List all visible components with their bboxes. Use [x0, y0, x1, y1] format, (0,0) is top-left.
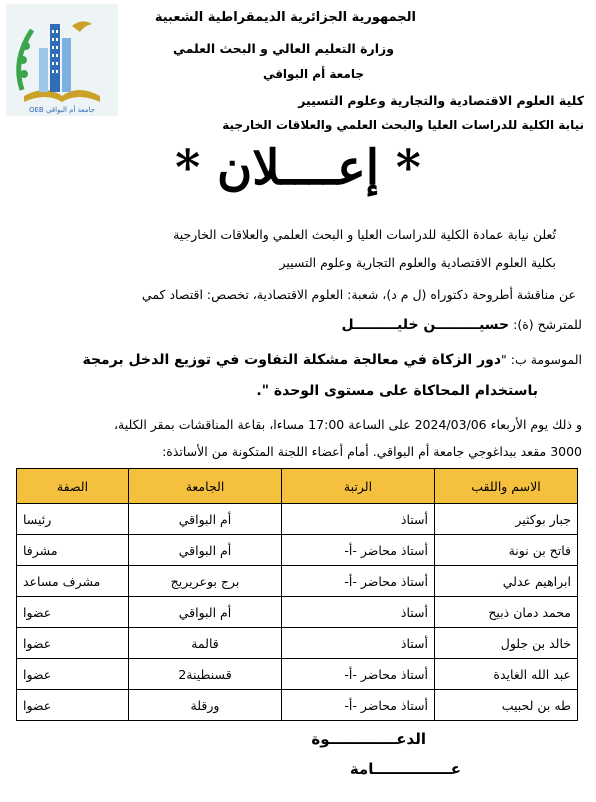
header-deanery: [222, 118, 584, 132]
logo-graphic: [6, 4, 118, 116]
header-faculty-text: كلية العلوم الاقتصادية والتجارية وعلوم التسيير: [298, 93, 584, 108]
jury-rank: أستاذ: [282, 504, 435, 535]
candidate-label: للمترشح (ة):: [509, 317, 582, 332]
header-university: الجامعة: [129, 469, 282, 504]
jury-rank: أستاذ محاضر -أ-: [282, 535, 435, 566]
jury-role: رئيسا: [17, 504, 129, 535]
invitation-label: الدعـــــــــــــوة: [311, 730, 426, 748]
thesis-title-line-1: [8, 352, 582, 368]
jury-rank: أستاذ محاضر -أ-: [282, 659, 435, 690]
jury-rank: أستاذ: [282, 628, 435, 659]
jury-university: قالمة: [129, 628, 282, 659]
jury-university: ورقلة: [129, 690, 282, 721]
candidate-name: حسيـــــــــن خليـــــــــل: [341, 317, 510, 333]
jury-rank: أستاذ محاضر -أ-: [282, 690, 435, 721]
jury-table: [16, 468, 578, 721]
jury-name: فاتح بن نونة: [435, 535, 578, 566]
jury-role: مشرفا: [17, 535, 129, 566]
table-row: [17, 597, 578, 628]
jury-name: طه بن لحبيب: [435, 690, 578, 721]
header-university: [263, 67, 364, 81]
date-time-line: و ذلك يوم الأربعاء 2024/03/06 على الساعة 17:00 مساءا، بقاعة المناقشات بمقر الكلية،: [113, 417, 582, 432]
header-university-text: جامعة أم البواقي: [262, 67, 364, 81]
header-republic-text: الجمهورية الجزائرية الديمقراطية الشعبية: [154, 10, 416, 25]
jury-university: أم البواقي: [129, 504, 282, 535]
body-line-3: عن مناقشة أطروحة دكتوراه (ل م د)، شعبة: العلوم الاقتصادية، تخصص: اقتصاد كمي: [141, 287, 576, 302]
jury-university: أم البواقي: [129, 535, 282, 566]
jury-table-header-row: [17, 469, 578, 504]
university-logo: [6, 4, 118, 116]
header-faculty: [298, 93, 584, 108]
jury-role: مشرف مساعد: [17, 566, 129, 597]
header-role: الصفة: [17, 469, 129, 504]
jury-university: برج بوعريريج: [129, 566, 282, 597]
header-deanery-text: نيابة الكلية للدراسات العليا والبحث العلمي والعلاقات الخارجية: [222, 118, 584, 132]
jury-role: عضوا: [17, 597, 129, 628]
jury-role: عضوا: [17, 628, 129, 659]
jury-name: عبد الله الغايدة: [435, 659, 578, 690]
table-row: [17, 535, 578, 566]
table-row: [17, 628, 578, 659]
header-rank: الرتبة: [282, 469, 435, 504]
thesis-title-part-1: دور الزكاة في معالجة مشكلة التفاوت في توزيع الدخل برمجة: [82, 352, 502, 368]
table-row: [17, 504, 578, 535]
body-line-1: تُعلن نيابة عمادة الكلية للدراسات العليا و البحث العلمي والعلاقات الخارجية: [173, 227, 556, 242]
jury-rank: أستاذ: [282, 597, 435, 628]
jury-role: عضوا: [17, 690, 129, 721]
body-line-2: بكلية العلوم الاقتصادية والعلوم التجارية وعلوم التسيير: [279, 255, 556, 270]
thesis-label: الموسومة ب: ": [501, 352, 582, 367]
announcement-title-wrap: [0, 140, 596, 196]
jury-role: عضوا: [17, 659, 129, 690]
jury-rank: أستاذ محاضر -أ-: [282, 566, 435, 597]
header-ministry: [173, 41, 394, 56]
header-republic: [155, 10, 416, 25]
header-name: الاسم واللقب: [435, 469, 578, 504]
jury-name: جبار بوكثير: [435, 504, 578, 535]
table-row: [17, 659, 578, 690]
table-row: [17, 566, 578, 597]
thesis-title-line-2: باستخدام المحاكاة على مستوى الوحدة ".: [256, 383, 538, 399]
invitation-scope: عـــــــــــــــامة: [349, 760, 461, 778]
jury-name: خالد بن جلول: [435, 628, 578, 659]
announcement-title: * إعــــلان *: [175, 140, 421, 196]
logo-caption: جامعة أم البواقي OEB: [29, 106, 95, 114]
table-row: [17, 690, 578, 721]
jury-name: ابراهيم عدلي: [435, 566, 578, 597]
jury-university: قسنطينة2: [129, 659, 282, 690]
venue-line: 3000 مقعد ببداغوجي جامعة أم البواقي. أمام أعضاء اللجنة المتكونة من الأساتذة:: [162, 444, 582, 459]
header-ministry-text: وزارة التعليم العالي و البحث العلمي: [172, 41, 394, 56]
candidate-line: [8, 317, 582, 333]
jury-university: أم البواقي: [129, 597, 282, 628]
jury-name: محمد دمان ذبيح: [435, 597, 578, 628]
